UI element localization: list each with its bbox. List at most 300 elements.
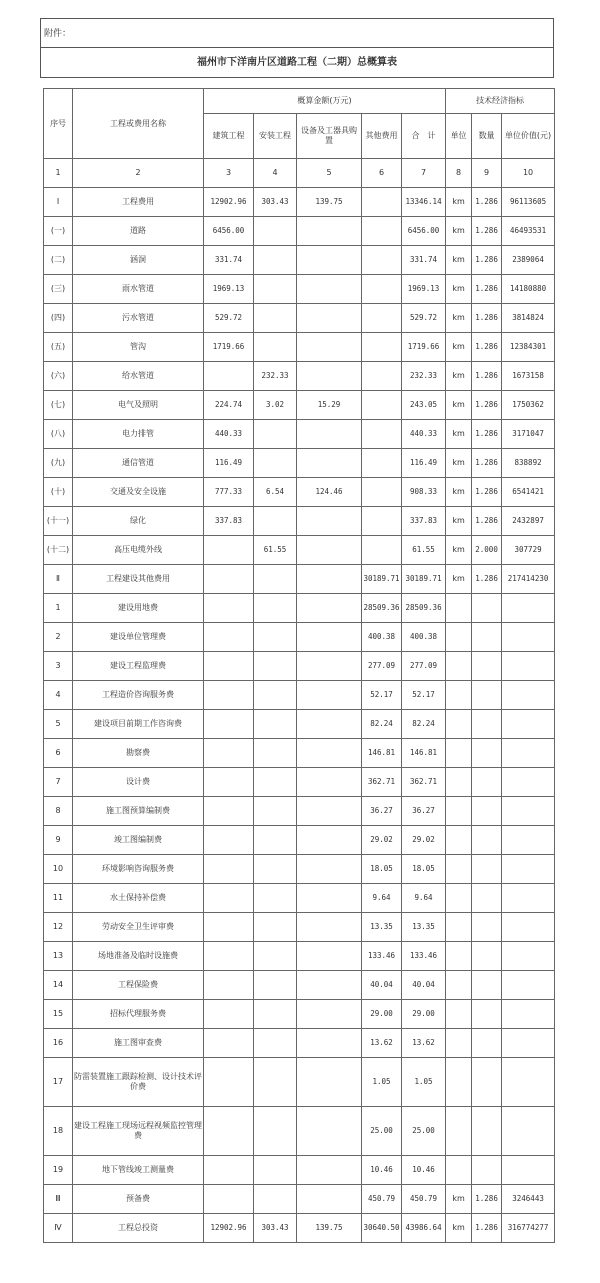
cell-other — [362, 217, 402, 246]
cell-name: 工程保险费 — [73, 971, 204, 1000]
cell-qty: 1.286 — [472, 188, 502, 217]
attachment-label: 附件： — [40, 18, 554, 48]
cell-total: 29.02 — [402, 826, 446, 855]
cell-qty: 1.286 — [472, 333, 502, 362]
cell-equipment — [297, 333, 362, 362]
cell-other — [362, 333, 402, 362]
cell-other: 82.24 — [362, 710, 402, 739]
cell-other: 29.00 — [362, 1000, 402, 1029]
cell-unit-value: 46493531 — [502, 217, 555, 246]
cell-unit: km — [446, 1214, 472, 1243]
cell-seq: 17 — [44, 1058, 73, 1107]
table-row — [44, 565, 555, 594]
cell-unit-value — [502, 971, 555, 1000]
cell-total: 52.17 — [402, 681, 446, 710]
cell-unit-value — [502, 1029, 555, 1058]
cell-seq: 6 — [44, 739, 73, 768]
cell-equipment — [297, 971, 362, 1000]
cell-unit-value — [502, 681, 555, 710]
budget-table — [43, 88, 555, 1243]
cell-total: 400.38 — [402, 623, 446, 652]
cell-total: 29.00 — [402, 1000, 446, 1029]
cell-qty — [472, 1156, 502, 1185]
cell-name: 环境影响咨询服务费 — [73, 855, 204, 884]
cell-equipment — [297, 942, 362, 971]
cell-building — [204, 565, 254, 594]
cell-name: 建设单位管理费 — [73, 623, 204, 652]
table-row — [44, 971, 555, 1000]
cell-seq: 18 — [44, 1107, 73, 1156]
cell-equipment — [297, 884, 362, 913]
table-row — [44, 304, 555, 333]
cell-install: 303.43 — [254, 1214, 297, 1243]
cell-install — [254, 217, 297, 246]
col-number: 1 — [44, 159, 73, 188]
table-row — [44, 652, 555, 681]
cell-building — [204, 362, 254, 391]
cell-unit-value — [502, 768, 555, 797]
col-number: 4 — [254, 159, 297, 188]
cell-unit — [446, 826, 472, 855]
cell-install — [254, 855, 297, 884]
cell-equipment — [297, 1185, 362, 1214]
table-row — [44, 449, 555, 478]
cell-total: 908.33 — [402, 478, 446, 507]
cell-unit — [446, 768, 472, 797]
table-row — [44, 1156, 555, 1185]
cell-name: 给水管道 — [73, 362, 204, 391]
cell-equipment — [297, 275, 362, 304]
cell-other: 13.35 — [362, 913, 402, 942]
header-col-unit: 单位 — [446, 114, 472, 159]
cell-other: 450.79 — [362, 1185, 402, 1214]
cell-other: 30640.50 — [362, 1214, 402, 1243]
cell-equipment — [297, 246, 362, 275]
cell-qty: 1.286 — [472, 420, 502, 449]
page-title: 福州市下洋南片区道路工程（二期）总概算表 — [40, 47, 554, 78]
cell-total: 61.55 — [402, 536, 446, 565]
cell-total: 10.46 — [402, 1156, 446, 1185]
table-row — [44, 1058, 555, 1107]
cell-name: 雨水管道 — [73, 275, 204, 304]
cell-building — [204, 942, 254, 971]
cell-install — [254, 971, 297, 1000]
cell-building — [204, 1058, 254, 1107]
cell-unit: km — [446, 188, 472, 217]
cell-qty: 1.286 — [472, 565, 502, 594]
cell-other — [362, 362, 402, 391]
cell-qty — [472, 1000, 502, 1029]
cell-seq: (二) — [44, 246, 73, 275]
cell-equipment: 139.75 — [297, 1214, 362, 1243]
cell-unit — [446, 913, 472, 942]
cell-name: 设计费 — [73, 768, 204, 797]
cell-qty: 1.286 — [472, 275, 502, 304]
table-row — [44, 188, 555, 217]
cell-name: 工程费用 — [73, 188, 204, 217]
cell-equipment — [297, 217, 362, 246]
col-number: 7 — [402, 159, 446, 188]
cell-other: 36.27 — [362, 797, 402, 826]
cell-install — [254, 826, 297, 855]
cell-qty — [472, 1107, 502, 1156]
cell-seq: 2 — [44, 623, 73, 652]
cell-equipment — [297, 362, 362, 391]
cell-unit-value: 12384301 — [502, 333, 555, 362]
cell-equipment: 124.46 — [297, 478, 362, 507]
cell-total: 28509.36 — [402, 594, 446, 623]
cell-other: 400.38 — [362, 623, 402, 652]
cell-building: 1969.13 — [204, 275, 254, 304]
cell-unit — [446, 1156, 472, 1185]
cell-building — [204, 681, 254, 710]
cell-install: 6.54 — [254, 478, 297, 507]
table-row — [44, 246, 555, 275]
cell-other: 362.71 — [362, 768, 402, 797]
cell-seq: Ⅱ — [44, 565, 73, 594]
cell-building — [204, 652, 254, 681]
cell-equipment — [297, 913, 362, 942]
table-row — [44, 536, 555, 565]
cell-seq: (三) — [44, 275, 73, 304]
cell-unit-value: 14180880 — [502, 275, 555, 304]
cell-equipment — [297, 565, 362, 594]
cell-qty — [472, 739, 502, 768]
cell-total: 331.74 — [402, 246, 446, 275]
cell-install — [254, 1058, 297, 1107]
cell-other: 277.09 — [362, 652, 402, 681]
cell-qty: 1.286 — [472, 1214, 502, 1243]
cell-unit-value — [502, 884, 555, 913]
cell-qty — [472, 913, 502, 942]
cell-total: 13.62 — [402, 1029, 446, 1058]
cell-equipment — [297, 507, 362, 536]
cell-other: 40.04 — [362, 971, 402, 1000]
table-row — [44, 942, 555, 971]
cell-unit-value: 3171047 — [502, 420, 555, 449]
cell-name: 道路 — [73, 217, 204, 246]
cell-equipment: 15.29 — [297, 391, 362, 420]
cell-name: 通信管道 — [73, 449, 204, 478]
cell-other — [362, 507, 402, 536]
cell-other: 29.02 — [362, 826, 402, 855]
cell-building — [204, 623, 254, 652]
cell-seq: 5 — [44, 710, 73, 739]
cell-equipment — [297, 449, 362, 478]
table-row — [44, 913, 555, 942]
cell-qty — [472, 826, 502, 855]
cell-qty: 1.286 — [472, 246, 502, 275]
cell-equipment — [297, 536, 362, 565]
cell-qty — [472, 710, 502, 739]
cell-other — [362, 478, 402, 507]
cell-name: 地下管线竣工测量费 — [73, 1156, 204, 1185]
table-row — [44, 1185, 555, 1214]
cell-unit: km — [446, 333, 472, 362]
cell-equipment — [297, 1058, 362, 1107]
cell-total: 82.24 — [402, 710, 446, 739]
header-col-install: 安装工程 — [254, 114, 297, 159]
cell-install — [254, 681, 297, 710]
cell-building — [204, 797, 254, 826]
cell-unit — [446, 652, 472, 681]
cell-name: 施工图审查费 — [73, 1029, 204, 1058]
cell-unit: km — [446, 449, 472, 478]
cell-qty: 1.286 — [472, 478, 502, 507]
cell-unit: km — [446, 217, 472, 246]
cell-total: 362.71 — [402, 768, 446, 797]
cell-seq: 10 — [44, 855, 73, 884]
header-col-building: 建筑工程 — [204, 114, 254, 159]
cell-unit — [446, 971, 472, 1000]
cell-total: 43986.64 — [402, 1214, 446, 1243]
cell-seq: (十二) — [44, 536, 73, 565]
cell-install — [254, 884, 297, 913]
cell-seq: 16 — [44, 1029, 73, 1058]
cell-other — [362, 391, 402, 420]
cell-unit: km — [446, 536, 472, 565]
cell-seq: 7 — [44, 768, 73, 797]
header-col-qty: 数量 — [472, 114, 502, 159]
cell-equipment — [297, 420, 362, 449]
cell-name: 场地准备及临时设施费 — [73, 942, 204, 971]
cell-name: 绿化 — [73, 507, 204, 536]
cell-name: 防雷装置施工跟踪检测、设计技术评价费 — [73, 1058, 204, 1107]
cell-name: 建设项目前期工作咨询费 — [73, 710, 204, 739]
cell-name: 电力排管 — [73, 420, 204, 449]
cell-unit-value — [502, 1156, 555, 1185]
table-row — [44, 1107, 555, 1156]
table-row — [44, 855, 555, 884]
cell-name: 工程建设其他费用 — [73, 565, 204, 594]
cell-unit-value: 96113605 — [502, 188, 555, 217]
header-seq: 序号 — [44, 89, 73, 159]
cell-unit-value: 217414230 — [502, 565, 555, 594]
cell-install — [254, 1000, 297, 1029]
cell-qty — [472, 594, 502, 623]
cell-equipment — [297, 1107, 362, 1156]
cell-building: 1719.66 — [204, 333, 254, 362]
col-number: 6 — [362, 159, 402, 188]
cell-install — [254, 304, 297, 333]
cell-install — [254, 652, 297, 681]
cell-unit-value — [502, 913, 555, 942]
cell-install — [254, 275, 297, 304]
cell-qty — [472, 797, 502, 826]
cell-unit — [446, 1107, 472, 1156]
cell-qty: 1.286 — [472, 391, 502, 420]
cell-name: 勘察费 — [73, 739, 204, 768]
cell-unit-value: 307729 — [502, 536, 555, 565]
cell-building — [204, 1029, 254, 1058]
cell-unit: km — [446, 304, 472, 333]
cell-unit: km — [446, 507, 472, 536]
cell-name: 水土保持补偿费 — [73, 884, 204, 913]
cell-unit-value: 6541421 — [502, 478, 555, 507]
cell-equipment — [297, 1000, 362, 1029]
cell-building — [204, 710, 254, 739]
cell-qty: 2.000 — [472, 536, 502, 565]
cell-total: 116.49 — [402, 449, 446, 478]
cell-total: 36.27 — [402, 797, 446, 826]
cell-qty — [472, 855, 502, 884]
cell-qty — [472, 652, 502, 681]
header-tech-group: 技术经济指标 — [446, 89, 555, 114]
col-number: 9 — [472, 159, 502, 188]
cell-equipment — [297, 594, 362, 623]
cell-seq: 12 — [44, 913, 73, 942]
cell-total: 529.72 — [402, 304, 446, 333]
cell-seq: Ⅳ — [44, 1214, 73, 1243]
table-row — [44, 478, 555, 507]
cell-unit-value: 2389064 — [502, 246, 555, 275]
cell-name: 建设工程监理费 — [73, 652, 204, 681]
cell-unit-value — [502, 1000, 555, 1029]
cell-name: 污水管道 — [73, 304, 204, 333]
cell-qty: 1.286 — [472, 449, 502, 478]
cell-total: 1.05 — [402, 1058, 446, 1107]
cell-qty: 1.286 — [472, 217, 502, 246]
cell-building — [204, 768, 254, 797]
cell-name: 建设工程施工现场远程视频监控管理费 — [73, 1107, 204, 1156]
cell-seq: 14 — [44, 971, 73, 1000]
cell-total: 450.79 — [402, 1185, 446, 1214]
cell-equipment — [297, 1156, 362, 1185]
header-col-total: 合 计 — [402, 114, 446, 159]
cell-install — [254, 797, 297, 826]
cell-unit-value — [502, 826, 555, 855]
cell-building: 116.49 — [204, 449, 254, 478]
cell-unit-value: 1750362 — [502, 391, 555, 420]
cell-name: 电气及照明 — [73, 391, 204, 420]
cell-other: 9.64 — [362, 884, 402, 913]
table-row — [44, 739, 555, 768]
cell-equipment — [297, 304, 362, 333]
cell-other: 25.00 — [362, 1107, 402, 1156]
cell-seq: (七) — [44, 391, 73, 420]
cell-building: 777.33 — [204, 478, 254, 507]
cell-building: 331.74 — [204, 246, 254, 275]
cell-seq: 9 — [44, 826, 73, 855]
cell-seq: 3 — [44, 652, 73, 681]
table-row — [44, 217, 555, 246]
cell-total: 243.05 — [402, 391, 446, 420]
cell-equipment — [297, 855, 362, 884]
cell-building — [204, 1000, 254, 1029]
cell-other: 146.81 — [362, 739, 402, 768]
cell-unit — [446, 855, 472, 884]
cell-seq: 19 — [44, 1156, 73, 1185]
cell-unit-value — [502, 623, 555, 652]
cell-unit: km — [446, 275, 472, 304]
col-number: 2 — [73, 159, 204, 188]
cell-qty — [472, 884, 502, 913]
cell-building: 12902.96 — [204, 1214, 254, 1243]
table-row — [44, 768, 555, 797]
cell-name: 预备费 — [73, 1185, 204, 1214]
cell-total: 13346.14 — [402, 188, 446, 217]
cell-unit-value — [502, 652, 555, 681]
cell-seq: (十一) — [44, 507, 73, 536]
cell-building — [204, 971, 254, 1000]
table-row — [44, 623, 555, 652]
cell-qty — [472, 971, 502, 1000]
cell-seq: Ⅰ — [44, 188, 73, 217]
cell-building — [204, 1156, 254, 1185]
table-row — [44, 884, 555, 913]
cell-unit-value — [502, 710, 555, 739]
cell-other: 133.46 — [362, 942, 402, 971]
cell-install — [254, 594, 297, 623]
cell-building: 440.33 — [204, 420, 254, 449]
cell-unit — [446, 942, 472, 971]
cell-unit: km — [446, 420, 472, 449]
cell-equipment — [297, 710, 362, 739]
cell-unit — [446, 739, 472, 768]
cell-seq: (一) — [44, 217, 73, 246]
cell-unit-value — [502, 942, 555, 971]
cell-unit — [446, 1000, 472, 1029]
cell-building — [204, 536, 254, 565]
cell-total: 232.33 — [402, 362, 446, 391]
cell-building — [204, 1185, 254, 1214]
cell-name: 竣工图编制费 — [73, 826, 204, 855]
cell-qty: 1.286 — [472, 304, 502, 333]
cell-building — [204, 913, 254, 942]
cell-unit-value: 838892 — [502, 449, 555, 478]
cell-other: 13.62 — [362, 1029, 402, 1058]
cell-total: 277.09 — [402, 652, 446, 681]
cell-equipment — [297, 1029, 362, 1058]
cell-install: 303.43 — [254, 188, 297, 217]
cell-qty — [472, 1029, 502, 1058]
cell-other — [362, 449, 402, 478]
header-col-unit-value: 单位价值(元) — [502, 114, 555, 159]
cell-unit — [446, 594, 472, 623]
cell-total: 146.81 — [402, 739, 446, 768]
cell-building — [204, 855, 254, 884]
cell-other: 52.17 — [362, 681, 402, 710]
table-row — [44, 710, 555, 739]
cell-install — [254, 1029, 297, 1058]
cell-unit-value: 3814824 — [502, 304, 555, 333]
cell-install — [254, 1185, 297, 1214]
cell-seq: (五) — [44, 333, 73, 362]
cell-name: 管沟 — [73, 333, 204, 362]
header-budget-group: 概算金额(万元) — [204, 89, 446, 114]
cell-seq: 15 — [44, 1000, 73, 1029]
cell-other — [362, 188, 402, 217]
cell-name: 涵洞 — [73, 246, 204, 275]
cell-equipment — [297, 826, 362, 855]
cell-equipment: 139.75 — [297, 188, 362, 217]
table-row — [44, 420, 555, 449]
cell-install — [254, 246, 297, 275]
cell-qty — [472, 623, 502, 652]
table-row — [44, 1000, 555, 1029]
cell-equipment — [297, 797, 362, 826]
cell-building: 12902.96 — [204, 188, 254, 217]
table-row — [44, 275, 555, 304]
cell-unit-value — [502, 594, 555, 623]
cell-unit-value — [502, 1107, 555, 1156]
cell-building: 6456.00 — [204, 217, 254, 246]
cell-seq: (九) — [44, 449, 73, 478]
cell-install — [254, 449, 297, 478]
cell-total: 440.33 — [402, 420, 446, 449]
cell-unit: km — [446, 362, 472, 391]
cell-building: 529.72 — [204, 304, 254, 333]
